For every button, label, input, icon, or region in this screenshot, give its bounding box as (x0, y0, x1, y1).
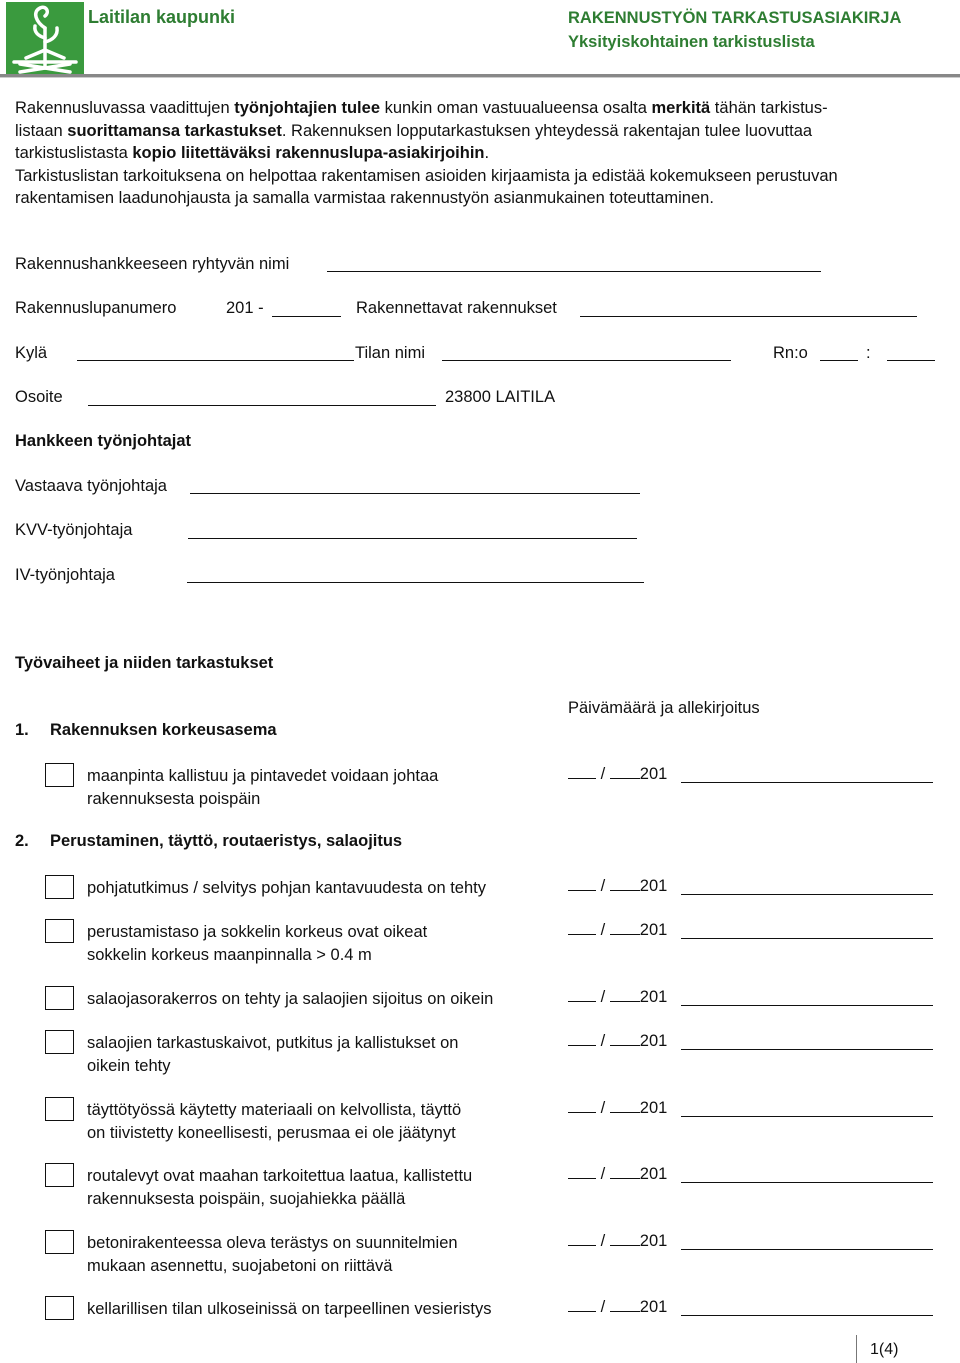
permit-number-prefix: 201 - (226, 299, 264, 317)
kvv-supervisor-label: KVV-työnjohtaja (15, 521, 133, 539)
document-subtitle: Yksityiskohtainen tarkistuslista (568, 33, 815, 51)
checklist-item-line: oikein tehty (87, 1056, 171, 1075)
village-label: Kylä (15, 344, 48, 362)
checkbox[interactable] (45, 986, 74, 1010)
signature-field[interactable] (681, 1005, 933, 1006)
section-title: Perustaminen, täyttö, routaeristys, salaojitus (50, 832, 403, 850)
month-blank[interactable] (610, 1032, 640, 1046)
checkbox[interactable] (45, 1163, 74, 1187)
signature-field[interactable] (681, 782, 933, 783)
checklist-item-text (87, 765, 438, 810)
signature-field[interactable] (681, 1182, 933, 1183)
page-number: 1(4) (870, 1341, 899, 1358)
year-prefix: 201 (639, 1298, 668, 1316)
signature-field[interactable] (681, 894, 933, 895)
rno-label: Rn:o (773, 344, 808, 362)
document-title: RAKENNUSTYÖN TARKASTUSASIAKIRJA (568, 9, 902, 27)
checklist-item-line: routalevyt ovat maahan tarkoitettua laatua, kallistettu (87, 1167, 473, 1185)
month-blank[interactable] (610, 1232, 640, 1246)
year-prefix: 201 (639, 988, 668, 1006)
month-blank[interactable] (610, 877, 640, 891)
checklist-item-line: täyttötyössä käytetty materiaali on kelvollista, täyttö (87, 1101, 462, 1119)
responsible-supervisor-field[interactable] (190, 493, 640, 494)
signature-field[interactable] (681, 1116, 933, 1117)
date-separator: / (600, 1099, 606, 1117)
checkbox[interactable] (45, 1230, 74, 1254)
day-blank[interactable] (568, 1298, 596, 1312)
day-blank[interactable] (568, 921, 596, 935)
kvv-supervisor-field[interactable] (188, 538, 637, 539)
day-blank[interactable] (568, 765, 596, 779)
supervisors-heading: Hankkeen työnjohtajat (15, 432, 192, 450)
year-prefix: 201 (639, 765, 668, 783)
checklist-item-line: sokkelin korkeus maanpinnalla > 0.4 m (87, 945, 372, 964)
checklist-item-line: salaojien tarkastuskaivot, putkitus ja kallistukset on (87, 1034, 459, 1052)
phases-heading: Työvaiheet ja niiden tarkastukset (15, 654, 274, 672)
day-blank[interactable] (568, 1099, 596, 1113)
checklist-item-line: kellarillisen tilan ulkoseinissä on tarpeellinen vesieristys (87, 1300, 492, 1318)
checkbox[interactable] (45, 1030, 74, 1054)
checklist-item-line: salaojasorakerros on tehty ja salaojien sijoitus on oikein (87, 990, 494, 1008)
footer-divider (856, 1335, 857, 1363)
year-prefix: 201 (639, 1232, 668, 1250)
checklist-item-text (87, 1032, 458, 1077)
date-field[interactable] (568, 988, 667, 1007)
year-prefix: 201 (639, 1032, 668, 1050)
checkbox[interactable] (45, 875, 74, 899)
rno-separator: : (866, 344, 871, 362)
checklist-item-text (87, 1232, 458, 1277)
day-blank[interactable] (568, 988, 596, 1002)
checkbox[interactable] (45, 1296, 74, 1320)
date-separator: / (600, 921, 606, 939)
project-owner-field[interactable] (327, 271, 821, 272)
day-blank[interactable] (568, 1165, 596, 1179)
month-blank[interactable] (610, 988, 640, 1002)
signature-field[interactable] (681, 1049, 933, 1050)
date-field[interactable] (568, 877, 667, 896)
checkbox[interactable] (45, 1097, 74, 1121)
address-field[interactable] (88, 405, 436, 406)
signature-field[interactable] (681, 938, 933, 939)
city-logo (6, 2, 84, 74)
header-divider-light (0, 77, 960, 78)
date-separator: / (600, 877, 606, 895)
estate-name-field[interactable] (442, 360, 731, 361)
month-blank[interactable] (610, 1298, 640, 1312)
year-prefix: 201 (639, 877, 668, 895)
month-blank[interactable] (610, 1165, 640, 1179)
month-blank[interactable] (610, 921, 640, 935)
address-label: Osoite (15, 388, 63, 406)
date-field[interactable] (568, 1099, 667, 1118)
date-field[interactable] (568, 765, 667, 784)
section-number: 1. (15, 721, 29, 739)
postal-city: 23800 LAITILA (445, 388, 556, 406)
date-field[interactable] (568, 1165, 667, 1184)
buildings-label: Rakennettavat rakennukset (356, 299, 557, 317)
checklist-item-line: maanpinta kallistuu ja pintavedet voidaan johtaa (87, 767, 439, 785)
responsible-supervisor-label: Vastaava työnjohtaja (15, 477, 167, 495)
signature-field[interactable] (681, 1315, 933, 1316)
buildings-field[interactable] (580, 316, 917, 317)
checklist-item-text (87, 1165, 472, 1210)
estate-name-label: Tilan nimi (355, 344, 425, 362)
village-field[interactable] (77, 360, 354, 361)
checklist-item-text (87, 877, 486, 900)
project-owner-label: Rakennushankkeeseen ryhtyvän nimi (15, 255, 290, 273)
month-blank[interactable] (610, 1099, 640, 1113)
permit-number-field[interactable] (272, 316, 341, 317)
checklist-item-line: rakennuksesta poispäin (87, 789, 261, 808)
date-field[interactable] (568, 1298, 667, 1317)
date-separator: / (600, 1165, 606, 1183)
date-separator: / (600, 1032, 606, 1050)
year-prefix: 201 (639, 921, 668, 939)
date-signature-heading: Päivämäärä ja allekirjoitus (568, 699, 760, 717)
date-separator: / (600, 988, 606, 1006)
permit-number-label: Rakennuslupanumero (15, 299, 177, 317)
checklist-item-text (87, 921, 427, 966)
intro-paragraph: Rakennusluvassa vaadittujen työnjohtajien tulee kunkin oman vastuualueensa osalta merkitä tähän tarkistus- listaan suorittamansa tarkastukset. Rakennuksen lopputarkastuksen yhteydessä rakentajan tulee luovuttaa tarkistuslistasta kopio liitettäväksi rakennuslupa-asiakirjoihin. Tarkistuslistan tarkoituksena on helpottaa rakentamisen asioiden kirjaamista ja edistää kokemukseen perustuvan rakentamisen laadunohjausta ja samalla varmistaa rakennustyön asianmukainen toteuttaminen. (15, 99, 838, 207)
checkbox[interactable] (45, 919, 74, 943)
day-blank[interactable] (568, 877, 596, 891)
day-blank[interactable] (568, 1232, 596, 1246)
rno-field-2[interactable] (887, 360, 935, 361)
date-field[interactable] (568, 1032, 667, 1051)
date-field[interactable] (568, 1232, 667, 1251)
year-prefix: 201 (639, 1099, 668, 1117)
checkbox[interactable] (45, 763, 74, 787)
checklist-item-line: pohjatutkimus / selvitys pohjan kantavuudesta on tehty (87, 879, 486, 897)
checklist-item-text (87, 988, 493, 1011)
checklist-item-line: on tiivistetty koneellisesti, perusmaa ei ole jäätynyt (87, 1123, 456, 1142)
day-blank[interactable] (568, 1032, 596, 1046)
signature-field[interactable] (681, 1249, 933, 1250)
iv-supervisor-field[interactable] (187, 582, 644, 583)
date-separator: / (600, 765, 606, 783)
month-blank[interactable] (610, 765, 640, 779)
year-prefix: 201 (639, 1165, 668, 1183)
section-number: 2. (15, 832, 29, 850)
section-title: Rakennuksen korkeusasema (50, 721, 277, 739)
checklist-item-line: perustamistaso ja sokkelin korkeus ovat oikeat (87, 923, 428, 941)
checklist-item-line: betonirakenteessa oleva terästys on suunnitelmien (87, 1234, 458, 1252)
checklist-item-text (87, 1298, 491, 1321)
date-field[interactable] (568, 921, 667, 940)
rno-field-1[interactable] (820, 360, 858, 361)
checklist-item-line: mukaan asennettu, suojabetoni on riittävä (87, 1256, 393, 1275)
city-name: Laitilan kaupunki (88, 7, 236, 27)
iv-supervisor-label: IV-työnjohtaja (15, 566, 115, 584)
checklist-item-line: rakennuksesta poispäin, suojahiekka päällä (87, 1189, 406, 1208)
date-separator: / (600, 1232, 606, 1250)
date-separator: / (600, 1298, 606, 1316)
checklist-item-text (87, 1099, 461, 1144)
